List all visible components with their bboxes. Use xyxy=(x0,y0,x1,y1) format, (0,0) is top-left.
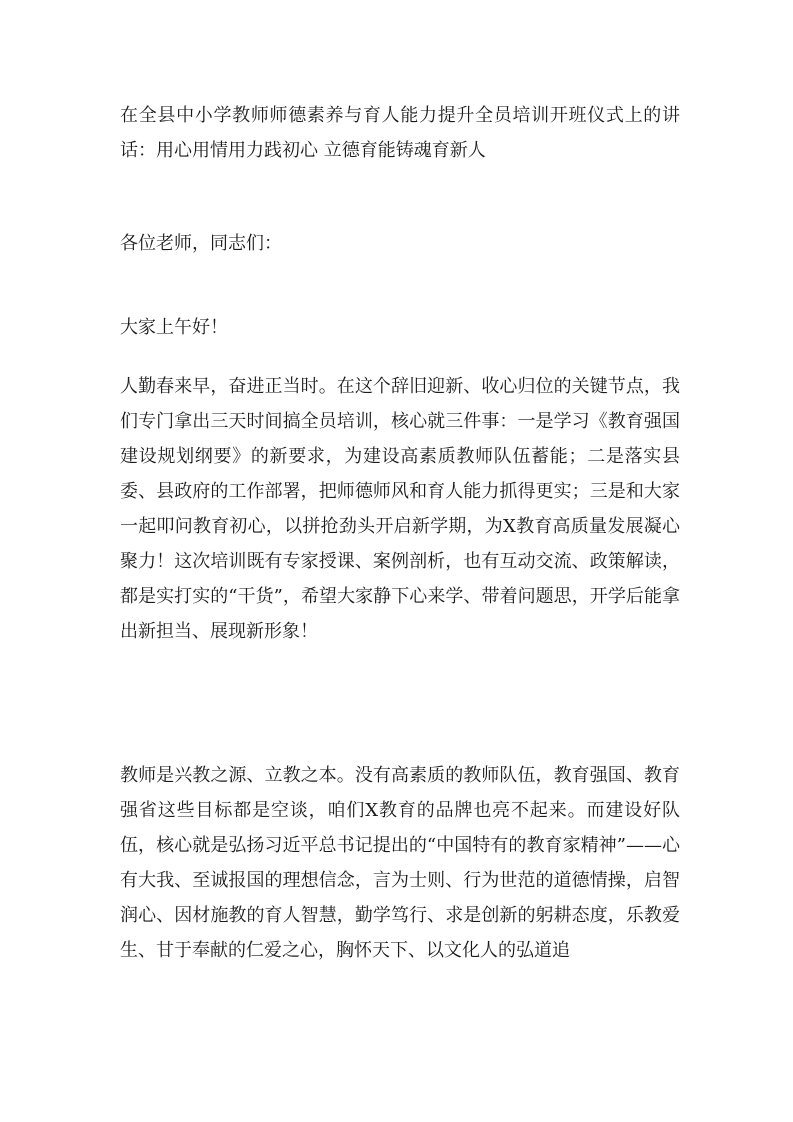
greeting: 大家上午好！ xyxy=(120,317,228,338)
body-paragraph: 人勤春来早，奋进正当时。在这个辞旧迎新、收心归位的关键节点，我们专门拿出三天时间搞全员培训，核心就三件事：一是学习《教育强国建设规划纲要》的新要求，为建设高素质教师队伍蓄能；二是落实县委、县政府的工作部署，把师德师风和育人能力抓得更实；三是和大家一起叩问教育初心，以拼抢劲头开启新学期，为X教育高质量发展凝心聚力！这次培训既有专家授课、案例剖析，也有互动交流、政策解读，都是实打实的“干货”，希望大家静下心来学、带着问题思，开学后能拿出新担当、展现新形象！ xyxy=(120,376,680,642)
body-paragraph: 教师是兴教之源、立教之本。没有高素质的教师队伍，教育强国、教育强省这些目标都是空谈，咱们X教育的品牌也亮不起来。而建设好队伍，核心就是弘扬习近平总书记提出的“中国特有的教育家精神”——心有大我、至诚报国的理想信念，言为士则、行为世范的道德情操，启智润心、因材施教的育人智慧，勤学笃行、求是创新的躬耕态度，乐教爱生、甘于奉献的仁爱之心，胸怀天下、以文化人的弘道追 xyxy=(120,765,680,961)
speech-title: 在全县中小学教师师德素养与育人能力提升全员培训开班仪式上的讲话：用心用情用力践初心 立德育能铸魂育新人 xyxy=(120,105,680,161)
salutation: 各位老师，同志们： xyxy=(120,233,282,254)
